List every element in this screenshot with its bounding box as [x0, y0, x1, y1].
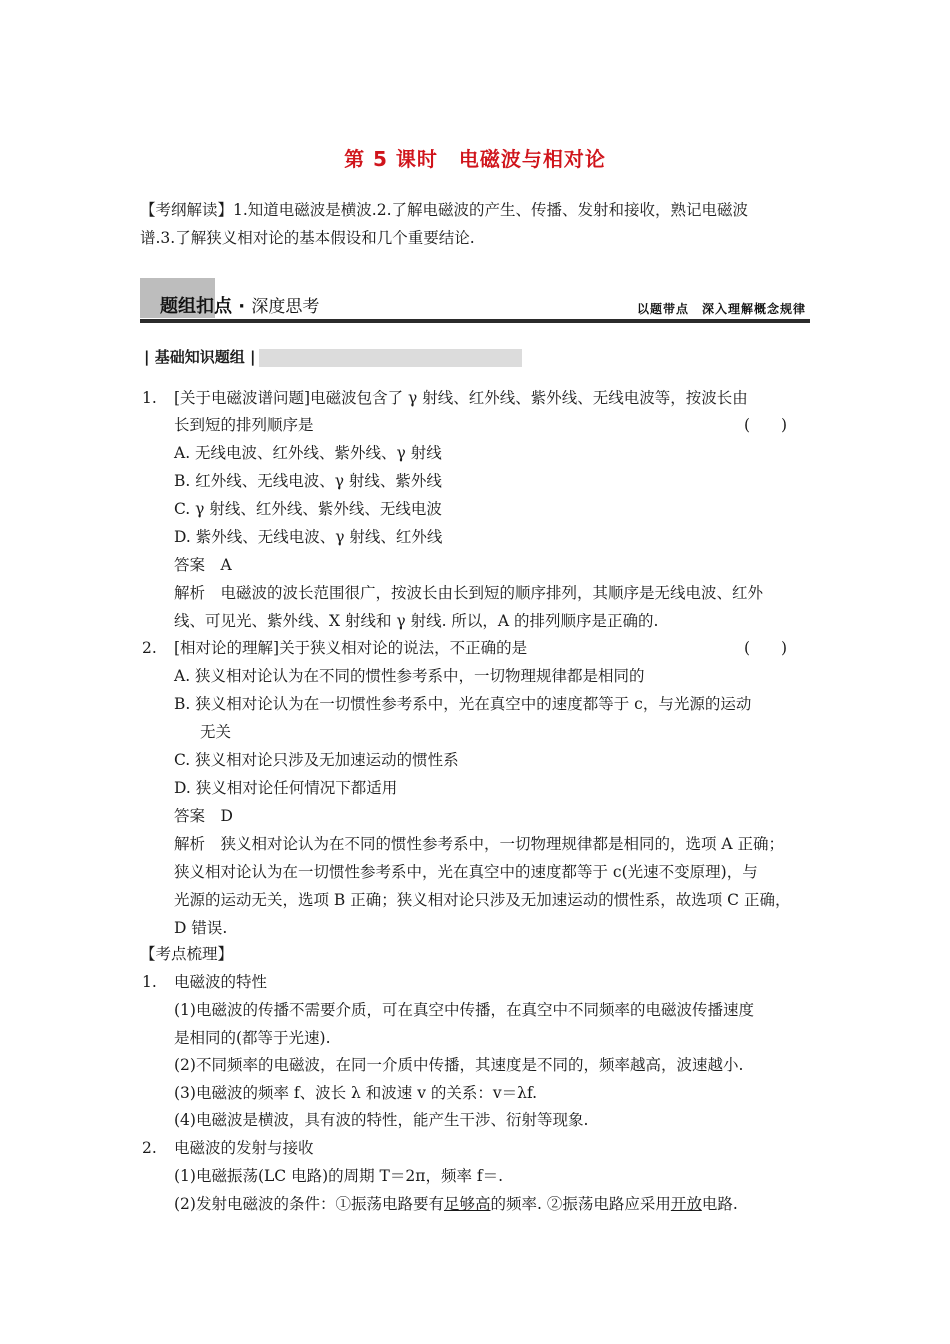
banner-label	[160, 292, 319, 318]
q1-stem-line-1: [关于电磁波谱问题]电磁波包含了 γ 射线、红外线、紫外线、无线电波等，按波长由	[174, 389, 748, 407]
subsection-label-text: 基础知识题组	[154, 348, 245, 366]
q1-option-d: D. 紫外线、无线电波、γ 射线、红外线	[174, 528, 443, 546]
point-1-number: 1.	[142, 973, 157, 991]
point-2-item-1: (1)电磁振荡(LC 电路)的周期 T＝2π，频率 f＝.	[174, 1167, 504, 1185]
syllabus-line-2: 谱.3.了解狭义相对论的基本假设和几个重要结论.	[140, 229, 475, 247]
q2-analysis-line-2: 狭义相对论认为在一切惯性参考系中，光在真空中的速度都等于 c(光速不变原理)，与	[174, 863, 758, 881]
q1-answer: 答案 A	[174, 556, 232, 574]
point-2-number: 2.	[142, 1139, 157, 1157]
blank-answer-2: 开放	[670, 1195, 702, 1213]
banner-slogan: 以题带点 深入理解概念规律	[636, 302, 806, 316]
q1-option-b: B. 红外线、无线电波、γ 射线、紫外线	[174, 472, 442, 490]
q1-analysis-line-2: 线、可见光、紫外线、X 射线和 γ 射线. 所以，A 的排列顺序是正确的.	[174, 612, 659, 630]
section-banner	[140, 278, 810, 324]
banner-rule	[140, 319, 810, 323]
banner-label-dot: ·	[232, 296, 252, 317]
q2-stem: [相对论的理解]关于狭义相对论的说法，不正确的是	[174, 639, 528, 657]
blank-answer-1: 足够高	[443, 1195, 491, 1213]
syllabus-line-1: 【考纲解读】1.知道电磁波是横波.2.了解电磁波的产生、传播、发射和接收，熟记电磁波	[140, 201, 749, 219]
q2-number: 2.	[142, 639, 157, 657]
q2-option-a: A. 狭义相对论认为在不同的惯性参考系中，一切物理规律都是相同的	[174, 667, 645, 685]
q2-option-b-line-1: B. 狭义相对论认为在一切惯性参考系中，光在真空中的速度都等于 c，与光源的运动	[174, 695, 752, 713]
point-1-item-1-line-2: 是相同的(都等于光速).	[174, 1029, 331, 1047]
kaodian-heading: 【考点梳理】	[140, 945, 234, 963]
banner-label-main: 题组扣点	[160, 296, 232, 317]
point-2-item-2	[174, 1194, 738, 1214]
banner-label-sub: 深度思考	[251, 297, 320, 317]
subsection-header	[140, 347, 522, 367]
q2-answer-blank: ( )	[744, 639, 788, 657]
q2-analysis-line-4: D 错误.	[174, 919, 228, 937]
point-1-item-4: (4)电磁波是横波，具有波的特性，能产生干涉、衍射等现象.	[174, 1111, 589, 1129]
q1-option-a: A. 无线电波、红外线、紫外线、γ 射线	[174, 444, 442, 462]
point-1-title: 电磁波的特性	[174, 973, 268, 991]
page-title: 第 5 课时 电磁波与相对论	[344, 147, 606, 171]
point-2-title: 电磁波的发射与接收	[174, 1139, 314, 1157]
point-1-item-3: (3)电磁波的频率 f、波长 λ 和波速 v 的关系：v＝λf.	[174, 1084, 538, 1102]
q2-option-c: C. 狭义相对论只涉及无加速运动的惯性系	[174, 751, 459, 769]
q2-answer: 答案 D	[174, 807, 233, 825]
q1-option-c: C. γ 射线、红外线、紫外线、无线电波	[174, 500, 442, 518]
point-1-item-2: (2)不同频率的电磁波，在同一介质中传播，其速度是不同的，频率越高，波速越小.	[174, 1056, 744, 1074]
point-2-item-2-pre: (2)发射电磁波的条件：①振荡电路要有	[174, 1195, 444, 1213]
point-1-item-1-line-1: (1)电磁波的传播不需要介质，可在真空中传播，在真空中不同频率的电磁波传播速度	[174, 1001, 754, 1019]
q1-stem-line-2: 长到短的排列顺序是	[174, 416, 314, 434]
q1-answer-blank: ( )	[744, 416, 788, 434]
q2-analysis-line-1: 解析 狭义相对论认为在不同的惯性参考系中，一切物理规律都是相同的，选项 A 正确；	[174, 835, 785, 853]
q2-option-b-line-2: 无关	[200, 723, 232, 741]
point-2-item-2-mid: 的频率. ②振荡电路应采用	[490, 1195, 671, 1213]
point-2-item-2-post: 电路.	[701, 1195, 738, 1213]
q2-analysis-line-3: 光源的运动无关，选项 B 正确；狭义相对论只涉及无加速运动的惯性系，故选项 C 正确，	[174, 891, 791, 909]
q1-number: 1.	[142, 389, 157, 407]
subsection-label: | 基础知识题组 |	[140, 347, 259, 368]
q1-analysis-line-1: 解析 电磁波的波长范围很广，按波长由长到短的顺序排列，其顺序是无线电波、红外	[174, 584, 764, 602]
q2-option-d: D. 狭义相对论任何情况下都适用	[174, 779, 398, 797]
